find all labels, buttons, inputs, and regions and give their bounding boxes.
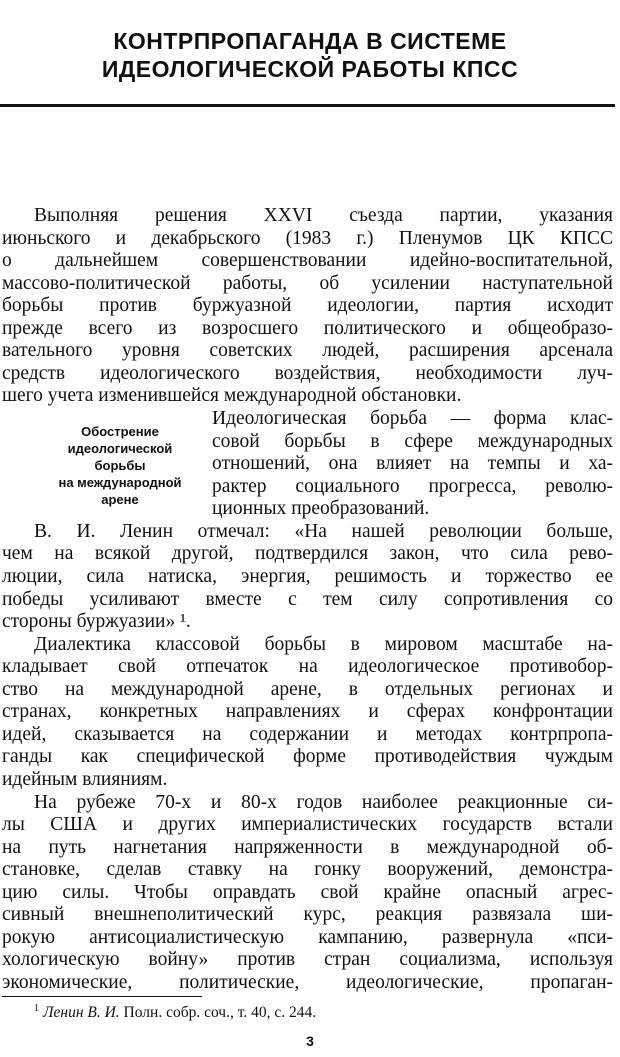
footnote-author: Ленин В. И. [43,1004,120,1022]
heading-line-2: ИДЕОЛОГИЧЕСКОЙ РАБОТЫ КПСС [101,56,519,82]
side-line: совой борьбы в сфере международных [212,432,613,452]
body-line: идейным влияниям. [2,770,168,790]
body-line: массово-политической работы, об усилении наступательной [2,274,613,294]
margin-note-line: на международной [58,475,182,490]
side-line: ционных преобразований. [212,499,430,519]
body-line: на путь нагнетания напряженности в международной об- [2,838,613,858]
side-line: рактер социального прогресса, револю- [212,477,613,497]
heading-rule [0,104,615,107]
body-line: лы США и других империалистических государств встали [2,815,613,835]
body-line: ганды как специфической форме противодействия чуждым [2,747,613,767]
body-line: становке, сделав ставку на гонку вооружений, демонстра- [2,860,613,880]
body-line: прежде всего из возросшего политического и общеобразо- [2,319,613,339]
margin-note [40,423,200,508]
body-line: вательного уровня советских людей, расширения арсенала [2,341,613,361]
side-line: отношений, она влияет на темпы и ха- [212,454,613,474]
body-line: шего учета изменившейся международной обстановки. [2,386,462,406]
body-line: странах, конкретных направлениях и сферах конфронтации [2,702,613,722]
footnote [34,1000,316,1022]
body-line: экономические, политические, идеологические, пропаган- [2,973,613,993]
footnote-text: Полн. собр. соч., т. 40, с. 244. [123,1004,317,1022]
body-line: В. И. Ленин отмечал: «На нашей революции больше, [34,522,613,542]
body-line: средств идеологического воздействия, необходимости луч- [2,364,613,384]
body-line: стороны буржуазии» ¹. [2,612,191,632]
body-line: цию силы. Чтобы оправдать свой крайне опасный агрес- [2,883,613,903]
body-line: о дальнейшем совершенствовании идейно-воспитательной, [2,251,613,271]
body-line: кладывает свой отпечаток на идеологическое противобор- [2,657,613,677]
heading-line-1: КОНТРПРОПАГАНДА В СИСТЕМЕ [113,28,507,54]
margin-note-line: арене [101,492,139,507]
body-line: ство на международной арене, в отдельных регионах и [2,680,613,700]
margin-note-line: борьбы [94,458,146,473]
body-line: чем на всякой другой, подтвердился закон, что сила рево- [2,544,613,564]
body-line: хологическую войну» против стран социализма, используя [2,950,613,970]
margin-note-line: Обострение [81,424,159,439]
body-line: победы усиливают вместе с тем силу сопротивления со [2,590,613,610]
body-line: На рубеже 70-х и 80-х годов наиболее реакционные си- [34,793,613,813]
footnote-marker: 1 [34,1003,39,1014]
body-line: июньского и декабрьского (1983 г.) Пленумов ЦК КПСС [2,229,613,249]
body-line: борьбы против буржуазной идеологии, партия исходит [2,296,613,316]
margin-note-line: идеологической [67,441,173,456]
body-line: идей, сказывается на содержании и методах контрпропа- [2,725,613,745]
body-line: рокую антисоциалистическую кампанию, развернула «пси- [2,928,613,948]
body-line: Диалектика классовой борьбы в мировом масштабе на- [34,635,613,655]
body-line: сивный внешнеполитический курс, реакция развязала ши- [2,905,613,925]
page-number: 3 [306,1033,314,1049]
body-line: люции, сила натиска, энергия, решимость и торжество ее [2,567,613,587]
body-line: Выполняя решения XXVI съезда партии, указания [34,206,613,226]
side-line: Идеологическая борьба — форма клас- [212,409,613,429]
footnote-rule [2,996,202,997]
